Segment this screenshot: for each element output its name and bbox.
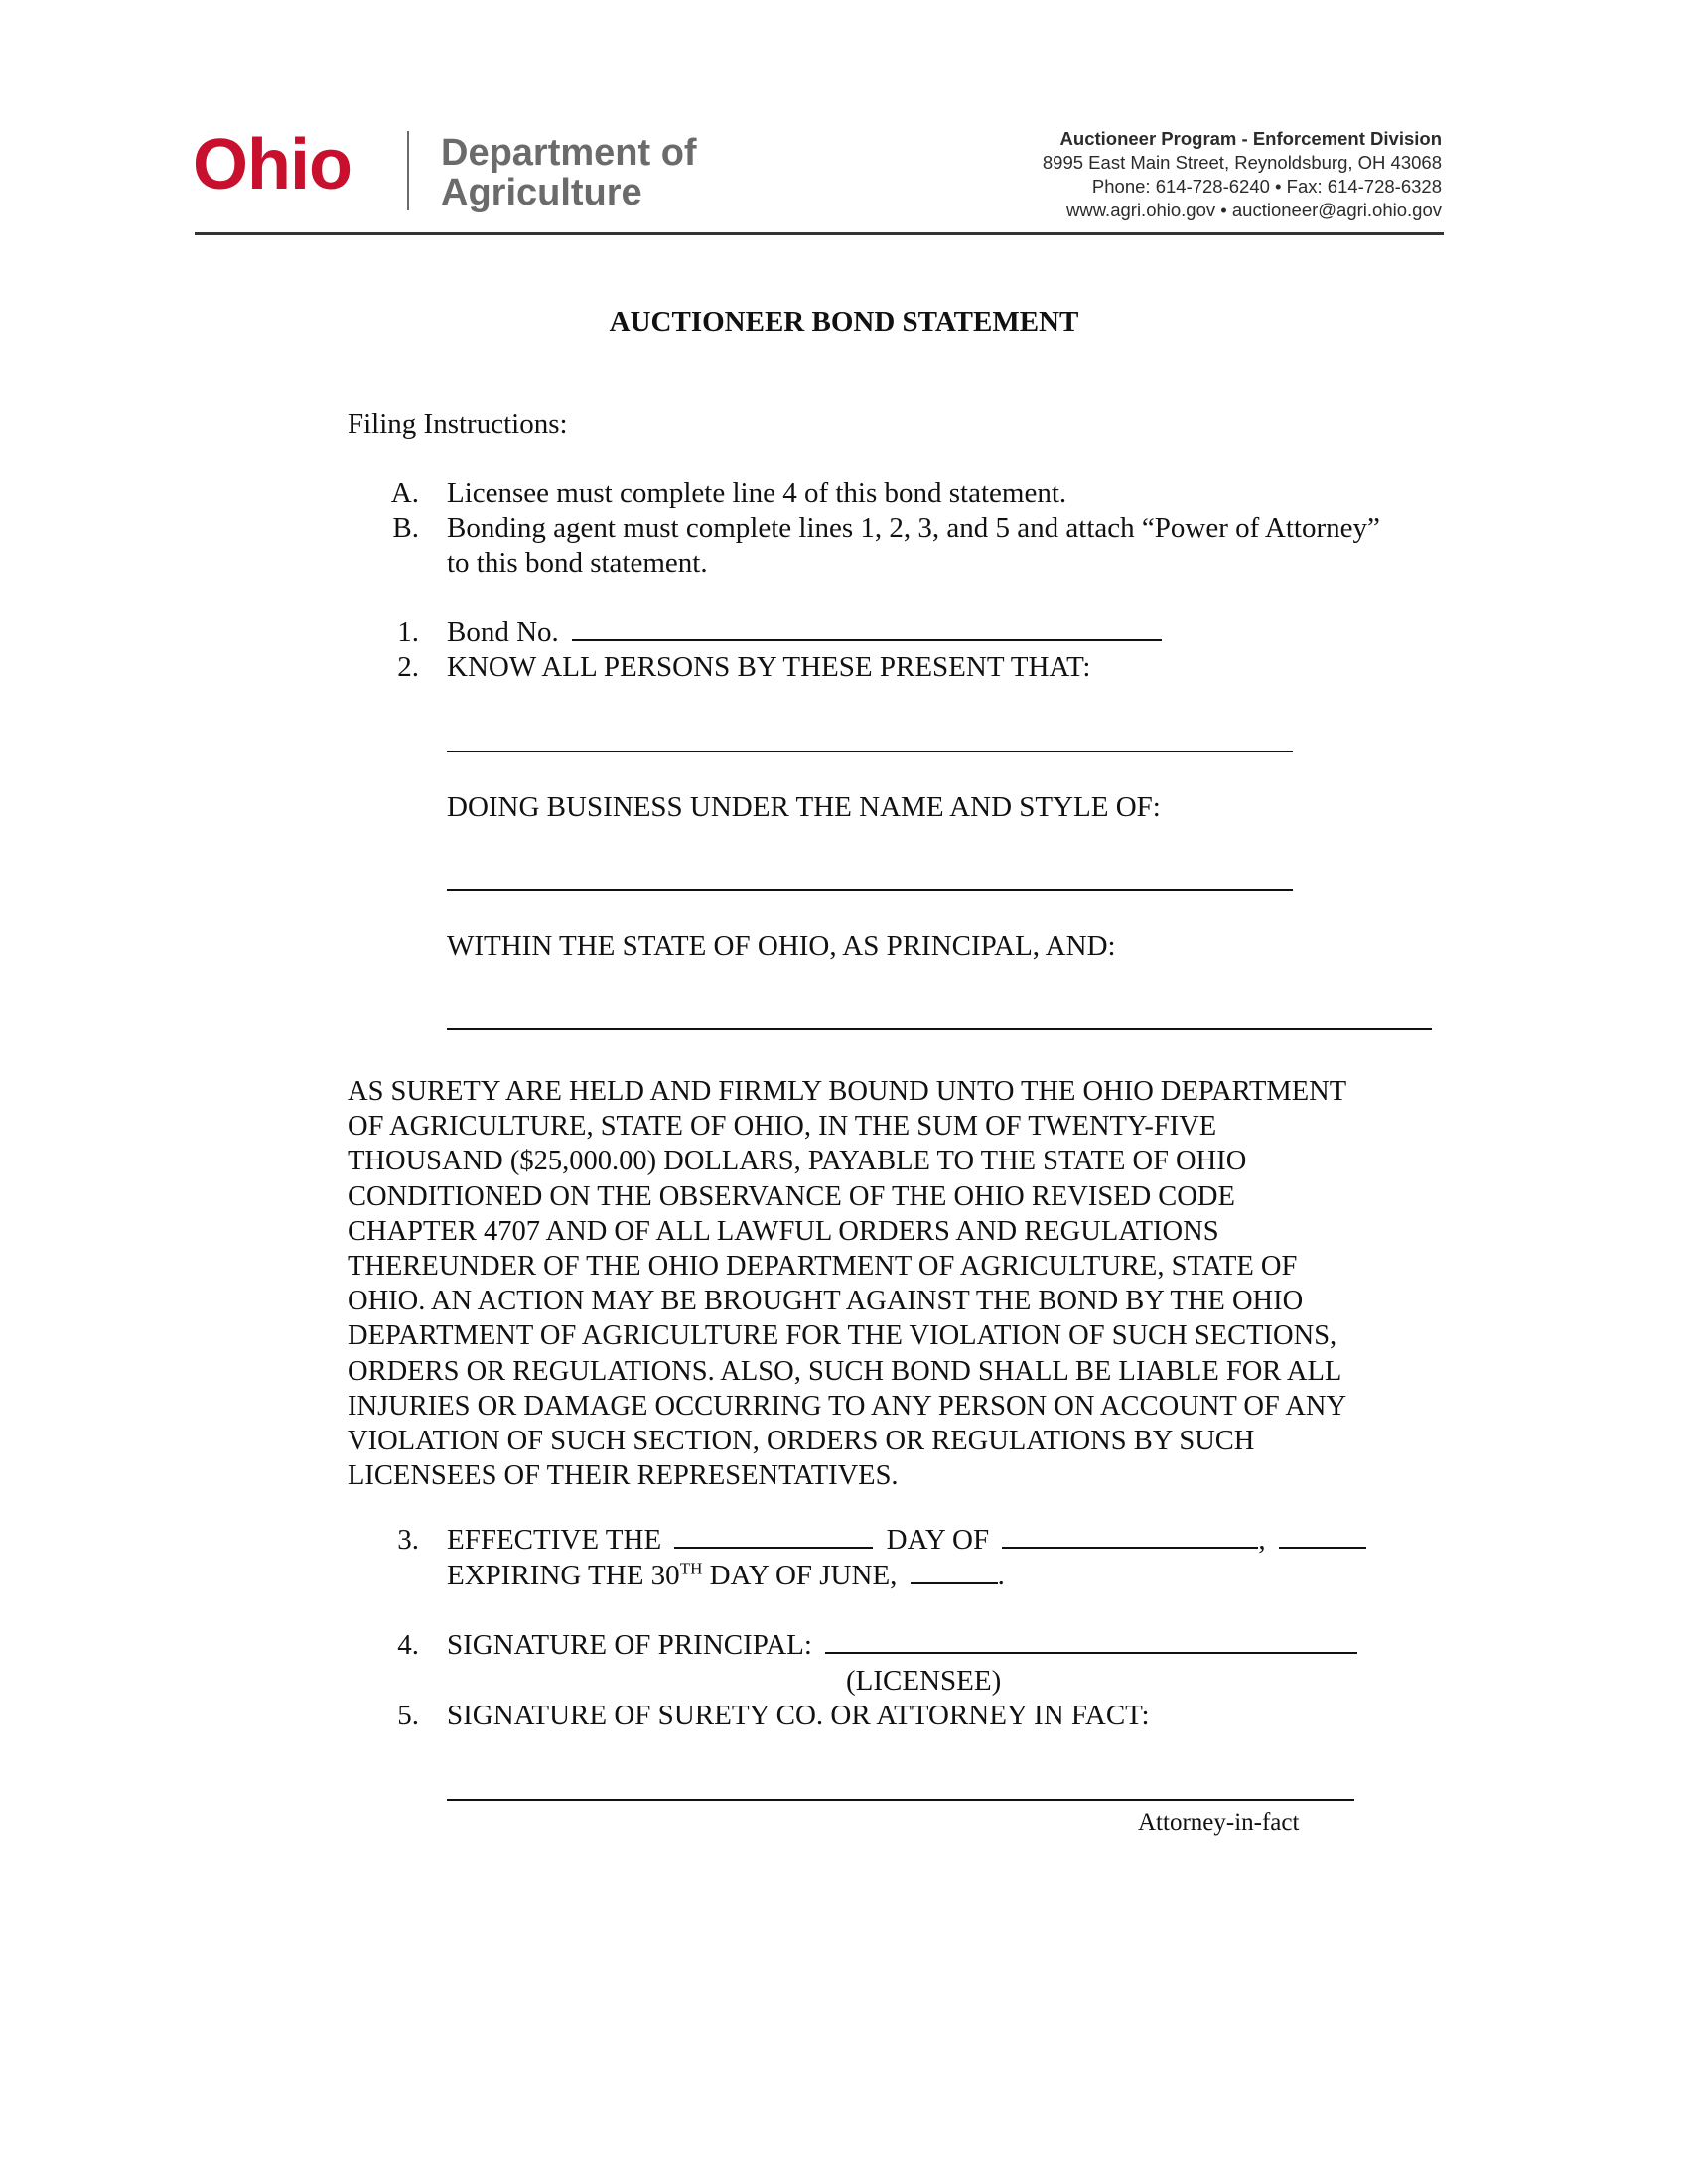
department-name-line1: Department of [441, 132, 697, 174]
bond-number-label: Bond No. [447, 616, 559, 648]
dba-label: DOING BUSINESS UNDER THE NAME AND STYLE OF: [447, 791, 1161, 823]
expiring-ordinal-suffix: TH [679, 1559, 703, 1578]
surety-paragraph-line: INJURIES OR DAMAGE OCCURRING TO ANY PERSON ON ACCOUNT OF ANY [348, 1390, 1347, 1422]
principal-signature-blank[interactable] [825, 1628, 1357, 1654]
effective-label: EFFECTIVE THE [447, 1524, 662, 1556]
instruction-b-text-line1: Bonding agent must complete lines 1, 2, 3, and 5 and attach “Power of Attorney” [447, 512, 1380, 544]
ohio-logo-wordmark: Ohio [193, 125, 352, 205]
item-3-number: 3. [397, 1524, 419, 1556]
principal-name-blank[interactable] [447, 751, 1293, 752]
licensee-sublabel: (LICENSEE) [846, 1665, 1002, 1697]
page-title: AUCTIONEER BOND STATEMENT [609, 306, 1079, 338]
surety-paragraph-line: THEREUNDER OF THE OHIO DEPARTMENT OF AGRICULTURE, STATE OF [348, 1251, 1298, 1283]
contact-division: Auctioneer Program - Enforcement Division [1059, 128, 1442, 149]
surety-paragraph-line: DEPARTMENT OF AGRICULTURE FOR THE VIOLATION OF SUCH SECTIONS, [348, 1320, 1337, 1352]
surety-signature-label: SIGNATURE OF SURETY CO. OR ATTORNEY IN FACT: [447, 1700, 1150, 1731]
header-divider [195, 232, 1444, 235]
surety-paragraph-line: VIOLATION OF SUCH SECTION, ORDERS OR REGULATIONS BY SUCH [348, 1426, 1255, 1457]
contact-phone-fax: Phone: 614-728-6240 • Fax: 614-728-6328 [1091, 176, 1442, 197]
day-of-label: DAY OF [886, 1524, 990, 1556]
item-5-number: 5. [397, 1700, 419, 1731]
effective-date-row [447, 1523, 1366, 1558]
instruction-a-text: Licensee must complete line 4 of this bond statement. [447, 478, 1067, 509]
effective-year-blank[interactable] [1279, 1523, 1366, 1549]
within-state-label: WITHIN THE STATE OF OHIO, AS PRINCIPAL, AND: [447, 930, 1116, 962]
item-2-number: 2. [397, 651, 419, 683]
contact-web-email: www.agri.ohio.gov • auctioneer@agri.ohio.gov [1066, 200, 1442, 220]
expiring-row [447, 1559, 1005, 1593]
expiring-label-prefix: EXPIRING THE 30 [447, 1560, 680, 1591]
surety-paragraph-line: CHAPTER 4707 AND OF ALL LAWFUL ORDERS AND REGULATIONS [348, 1215, 1219, 1247]
principal-signature-label: SIGNATURE OF PRINCIPAL: [447, 1629, 812, 1661]
department-name [441, 133, 697, 212]
principal-signature-row [447, 1628, 1357, 1663]
expiring-label-suffix: DAY OF JUNE, [702, 1560, 898, 1591]
contact-address: 8995 East Main Street, Reynoldsburg, OH 43068 [1042, 152, 1442, 173]
logo-divider [407, 131, 409, 210]
item-1-row [447, 615, 1162, 650]
surety-paragraph-line: OF AGRICULTURE, STATE OF OHIO, IN THE SUM OF TWENTY-FIVE [348, 1111, 1217, 1143]
surety-paragraph-line: CONDITIONED ON THE OBSERVANCE OF THE OHIO REVISED CODE [348, 1180, 1235, 1212]
surety-name-blank[interactable] [447, 1028, 1432, 1030]
effective-month-blank[interactable] [1002, 1523, 1258, 1549]
principal-intro-label: KNOW ALL PERSONS BY THESE PRESENT THAT: [447, 651, 1091, 683]
instruction-b-text-line2: to this bond statement. [447, 547, 708, 579]
date-comma: , [1258, 1524, 1266, 1556]
expiring-period: . [997, 1560, 1005, 1591]
instruction-a-marker: A. [390, 478, 419, 509]
surety-paragraph-line: ORDERS OR REGULATIONS. ALSO, SUCH BOND SHALL BE LIABLE FOR ALL [348, 1355, 1342, 1387]
surety-paragraph-line: THOUSAND ($25,000.00) DOLLARS, PAYABLE TO THE STATE OF OHIO [348, 1146, 1247, 1177]
attorney-in-fact-caption: Attorney-in-fact [1138, 1809, 1300, 1836]
item-4-number: 4. [397, 1629, 419, 1661]
surety-paragraph-line: OHIO. AN ACTION MAY BE BROUGHT AGAINST THE BOND BY THE OHIO [348, 1286, 1304, 1317]
bond-number-blank[interactable] [572, 615, 1162, 641]
surety-signature-blank[interactable] [447, 1799, 1354, 1801]
expiring-year-blank[interactable] [911, 1559, 998, 1584]
surety-paragraph-line: AS SURETY ARE HELD AND FIRMLY BOUND UNTO THE OHIO DEPARTMENT [348, 1076, 1347, 1107]
instruction-b-marker: B. [392, 512, 419, 544]
dba-name-blank[interactable] [447, 889, 1293, 891]
filing-instructions-heading: Filing Instructions: [348, 408, 568, 440]
effective-day-blank[interactable] [674, 1523, 873, 1549]
surety-paragraph-line: LICENSEES OF THEIR REPRESENTATIVES. [348, 1460, 899, 1492]
surety-paragraph [348, 1074, 1440, 1493]
contact-block [1043, 127, 1442, 222]
item-1-number: 1. [397, 616, 419, 648]
department-name-line2: Agriculture [441, 172, 642, 213]
